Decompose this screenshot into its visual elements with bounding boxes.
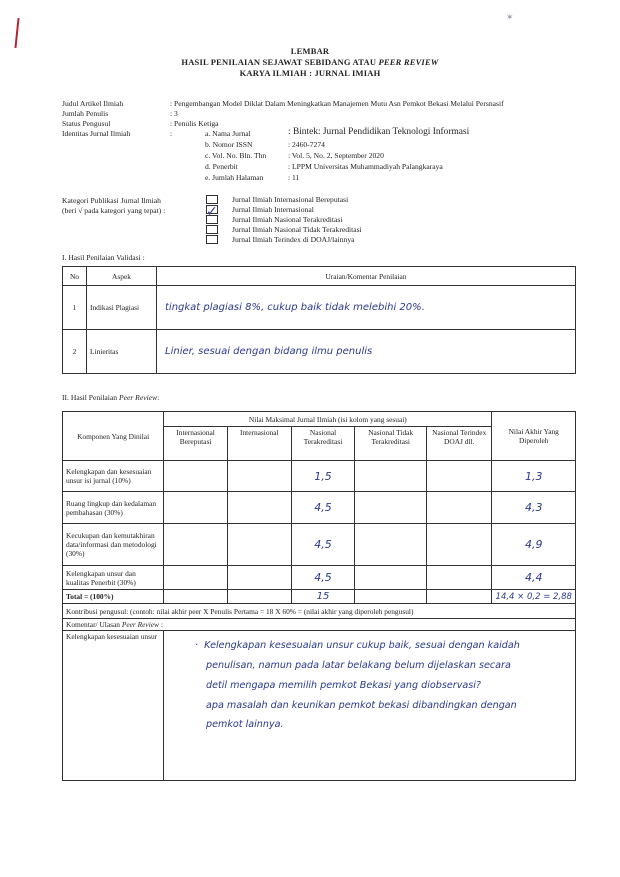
kontribusi-text: Kontribusi pengusul: (contoh: nilai akhir peer X Penulis Pertama = 18 X 60% = (nilai akhir yang diperoleh pengusul) bbox=[63, 604, 576, 619]
field-value-issn: : 2460-7274 bbox=[288, 140, 325, 149]
validasi-table bbox=[62, 266, 576, 374]
row-aspek: Linieritas bbox=[87, 330, 157, 374]
nilai-akhir-cell: 4,9 bbox=[492, 524, 576, 566]
field-value-vol: : Vol. 5, No. 2, September 2020 bbox=[288, 151, 384, 160]
check-mark-icon: ✓ bbox=[206, 204, 218, 220]
checkbox-doaj[interactable] bbox=[206, 235, 218, 244]
row-aspek: Indikasi Plagiasi bbox=[87, 286, 157, 330]
nilai-akhir-cell: 4,4 bbox=[492, 566, 576, 590]
row-no: 1 bbox=[63, 286, 87, 330]
table-row bbox=[63, 330, 576, 374]
komentar-line: pemkot lainnya. bbox=[206, 719, 284, 730]
judul-label: Judul Artikel Ilmiah bbox=[62, 99, 124, 108]
field-label-halaman: e. Jumlah Halaman bbox=[205, 173, 264, 182]
komentar-line: apa masalah dan keunikan pemkot bekasi dibandingkan dengan bbox=[206, 700, 517, 711]
col-aspek: Aspek bbox=[87, 267, 157, 286]
scan-stamp-icon: ✶ bbox=[506, 12, 514, 22]
komponen-cell: Kelengkapan dan kesesuaian unsur isi jurnal (10%) bbox=[63, 461, 164, 492]
header-line3: KARYA ILMIAH : JURNAL IMIAH bbox=[239, 68, 381, 78]
checkbox-nasional-tidak-terakreditasi[interactable] bbox=[206, 225, 218, 234]
jumlah-value: : 3 bbox=[170, 109, 178, 118]
komentar-line: penulisan, namun pada latar belakang belum dijelaskan secara bbox=[206, 660, 511, 671]
red-margin-mark bbox=[14, 18, 19, 48]
peer-heading: II. Hasil Penilaian Peer Review: bbox=[62, 393, 160, 402]
field-label-issn: b. Nomor ISSN bbox=[205, 140, 253, 149]
status-value: : Penulis Ketiga bbox=[170, 119, 219, 128]
table-row bbox=[63, 524, 576, 566]
col-nilai-maksimal: Nilai Maksimal Jurnal Ilmiah (isi kolom yang sesuai) bbox=[164, 412, 492, 427]
status-label: Status Pengusul bbox=[62, 119, 111, 128]
col-komentar: Uraian/Komentar Penilaian bbox=[157, 267, 576, 286]
col-internasional: Internasional bbox=[227, 427, 291, 461]
option-nasional-tidak-terakreditasi: Jurnal Ilmiah Nasional Tidak Terakreditasi bbox=[232, 225, 362, 234]
kategori-label: Kategori Publikasi Jurnal Ilmiah bbox=[62, 196, 161, 205]
col-komponen: Komponen Yang Dinilai bbox=[63, 412, 164, 461]
col-internasional-bereputasi: Internasional Bereputasi bbox=[164, 427, 228, 461]
komentar-line: detil mengapa memilih pemkot Bekasi yang diobservasi? bbox=[206, 680, 482, 691]
judul-value: : Pengembangan Model Diklat Dalam Meningkatkan Manajemen Mutu Asn Pemkot Bekasi Melalui Persnasif bbox=[170, 99, 504, 108]
komentar-line: · Kelengkapan kesesuaian unsur cukup baik, sesuai dengan kaidah bbox=[195, 640, 520, 651]
total-akhir: 14,4 × 0,2 = 2,88 bbox=[492, 590, 576, 604]
field-value-halaman: : 11 bbox=[288, 173, 300, 182]
nilai-nasional-cell: 4,5 bbox=[291, 492, 355, 524]
nilai-nasional-cell: 1,5 bbox=[291, 461, 355, 492]
option-internasional: Jurnal Ilmiah Internasional bbox=[232, 205, 314, 214]
field-value-nama: : Bintek: Jurnal Pendidikan Teknologi Informasi bbox=[288, 127, 470, 137]
total-row bbox=[63, 590, 576, 604]
identitas-colon: : bbox=[170, 129, 173, 138]
col-nasional-terakreditasi: Nasional Terakreditasi bbox=[291, 427, 355, 461]
komentar-header: Komentar/ Ulasan Peer Review : bbox=[63, 619, 576, 631]
komentar-label: Kelengkapan kesesuaian unsur bbox=[63, 631, 164, 781]
col-doaj: Nasional Terindex DOAJ dll. bbox=[426, 427, 492, 461]
table-row bbox=[63, 492, 576, 524]
kategori-instruction: (beri √ pada kategori yang tepat) : bbox=[62, 206, 166, 215]
peer-review-table bbox=[62, 411, 576, 781]
jumlah-label: Jumlah Penulis bbox=[62, 109, 109, 118]
nilai-nasional-cell: 4,5 bbox=[291, 566, 355, 590]
komponen-cell: Kelengkapan unsur dan kualitas Penerbit (30%) bbox=[63, 566, 164, 590]
col-nilai-akhir: Nilai Akhir Yang Diperoleh bbox=[492, 412, 576, 461]
option-doaj: Jurnal Ilmiah Terindex di DOAJ/lainnya bbox=[232, 235, 355, 244]
table-row bbox=[63, 461, 576, 492]
field-value-penerbit: : LPPM Universitas Muhammadiyah Palangkaraya bbox=[288, 162, 443, 171]
field-label-vol: c. Vol. No. Bln. Thn bbox=[205, 151, 267, 160]
validasi-heading: I. Hasil Penilaian Validasi : bbox=[62, 253, 145, 262]
table-row bbox=[63, 566, 576, 590]
checkbox-internasional-bereputasi[interactable] bbox=[206, 195, 218, 204]
col-nasional-tidak-terakreditasi: Nasional Tidak Terakreditasi bbox=[355, 427, 427, 461]
table-row bbox=[63, 286, 576, 330]
option-nasional-terakreditasi: Jurnal Ilmiah Nasional Terakreditasi bbox=[232, 215, 343, 224]
header-line1: LEMBAR bbox=[290, 46, 330, 56]
nilai-nasional-cell: 4,5 bbox=[291, 524, 355, 566]
identitas-label: Identitas Jurnal Ilmiah bbox=[62, 129, 131, 138]
nilai-akhir-cell: 1,3 bbox=[492, 461, 576, 492]
bullet-icon: · bbox=[195, 640, 205, 651]
total-label: Total = (100%) bbox=[63, 590, 164, 604]
field-label-nama: a. Nama Jurnal bbox=[205, 129, 251, 138]
komponen-cell: Kecukupan dan kemutakhiran data/informasi dan metodologi (30%) bbox=[63, 524, 164, 566]
komponen-cell: Ruang lingkup dan kedalaman pembahasan (30%) bbox=[63, 492, 164, 524]
row-komentar: tingkat plagiasi 8%, cukup baik tidak melebihi 20%. bbox=[157, 286, 576, 330]
header-line2: HASIL PENILAIAN SEJAWAT SEBIDANG ATAU PEER REVIEW bbox=[181, 57, 439, 67]
option-internasional-bereputasi: Jurnal Ilmiah Internasional Bereputasi bbox=[232, 195, 349, 204]
nilai-akhir-cell: 4,3 bbox=[492, 492, 576, 524]
field-label-penerbit: d. Penerbit bbox=[205, 162, 238, 171]
row-komentar: Linier, sesuai dengan bidang ilmu penulis bbox=[157, 330, 576, 374]
col-no: No bbox=[63, 267, 87, 286]
total-nasional: 15 bbox=[291, 590, 355, 604]
row-no: 2 bbox=[63, 330, 87, 374]
